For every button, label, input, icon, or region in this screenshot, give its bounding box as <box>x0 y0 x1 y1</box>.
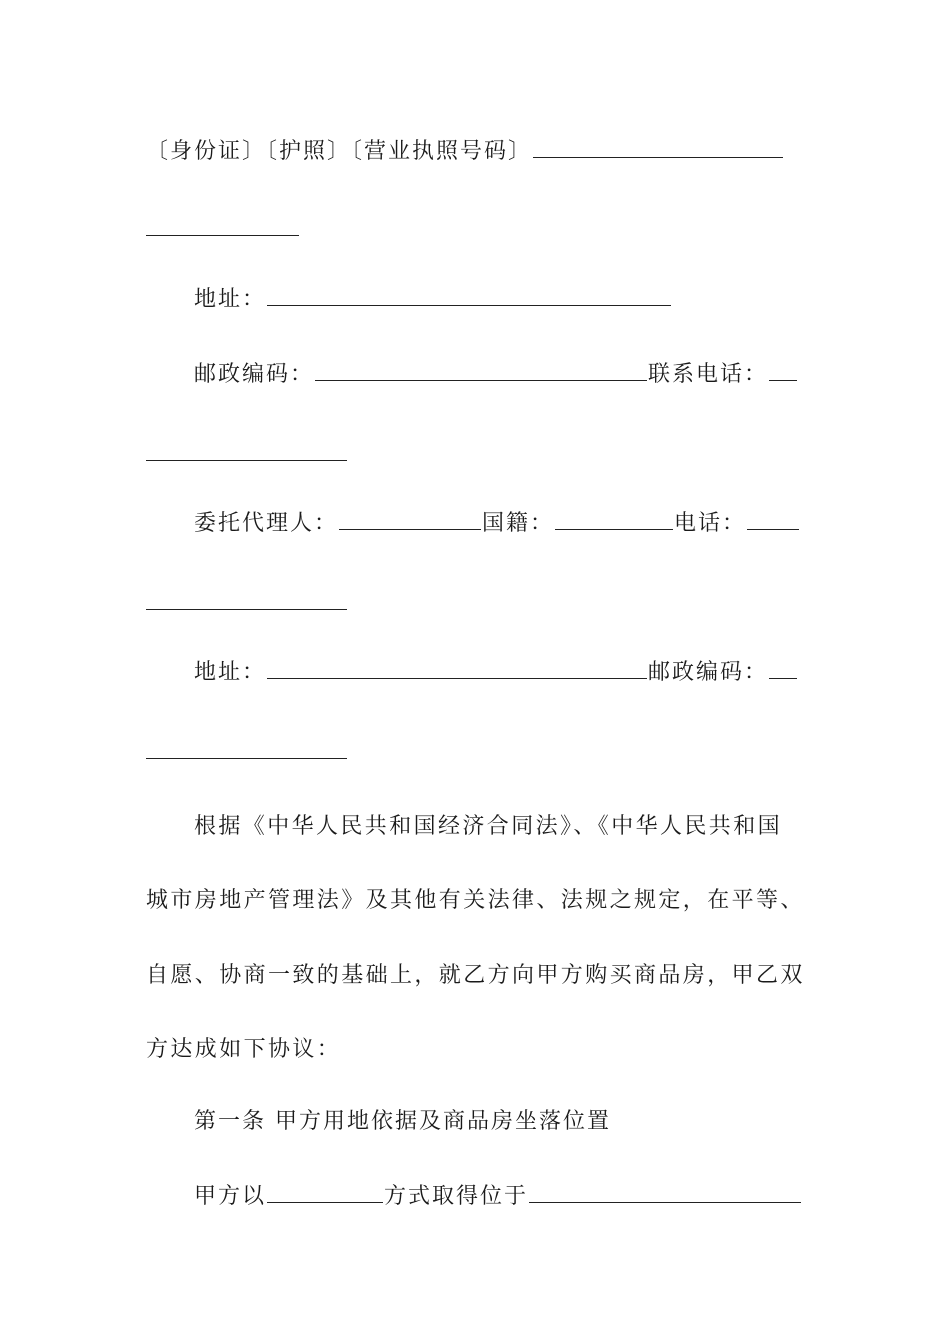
postcode-label: 邮政编码： <box>194 362 315 387</box>
agent-blank <box>339 509 481 530</box>
postcode-phone-line <box>194 360 806 390</box>
address-label: 地址： <box>194 287 267 312</box>
postcode2-blank <box>769 658 797 679</box>
paragraph-line-4: 方达成如下协议： <box>146 1037 342 1062</box>
article1-text-line <box>194 1182 806 1212</box>
paragraph-line-1: 根据《中华人民共和国经济合同法》、《中华人民共和国 <box>194 814 783 839</box>
postcode2-blank-continued <box>146 757 347 759</box>
nationality-blank <box>555 509 673 530</box>
tel-label: 电话： <box>674 511 747 536</box>
postcode2-label: 邮政编码： <box>648 660 769 685</box>
agent-line <box>194 509 806 539</box>
id-label: 〔身份证〕〔护照〕〔营业执照号码〕 <box>146 139 533 164</box>
article1-title: 第一条 甲方用地依据及商品房坐落位置 <box>194 1109 611 1134</box>
tel-blank-continued <box>146 608 347 610</box>
paragraph-line-2: 城市房地产管理法》及其他有关法律、法规之规定，在平等、 <box>146 888 805 913</box>
tel-blank <box>747 509 799 530</box>
id-blank-continued <box>146 234 299 236</box>
agent-label: 委托代理人： <box>194 511 339 536</box>
id-line <box>146 137 806 167</box>
address-line <box>194 285 806 315</box>
address2-line <box>194 658 806 688</box>
id-blank <box>533 137 783 158</box>
article1-text-part1: 甲方以 <box>194 1184 267 1209</box>
paragraph-line-3: 自愿、协商一致的基础上，就乙方向甲方购买商品房，甲乙双 <box>146 963 805 988</box>
location-blank <box>529 1182 801 1203</box>
method-blank <box>267 1182 383 1203</box>
phone-label: 联系电话： <box>648 362 769 387</box>
address-blank <box>267 285 671 306</box>
address2-label: 地址： <box>194 660 267 685</box>
postcode-blank <box>315 360 647 381</box>
nationality-label: 国籍： <box>482 511 555 536</box>
phone-blank-continued <box>146 459 347 461</box>
address2-blank <box>267 658 647 679</box>
article1-text-part2: 方式取得位于 <box>384 1184 529 1209</box>
phone-blank <box>769 360 797 381</box>
